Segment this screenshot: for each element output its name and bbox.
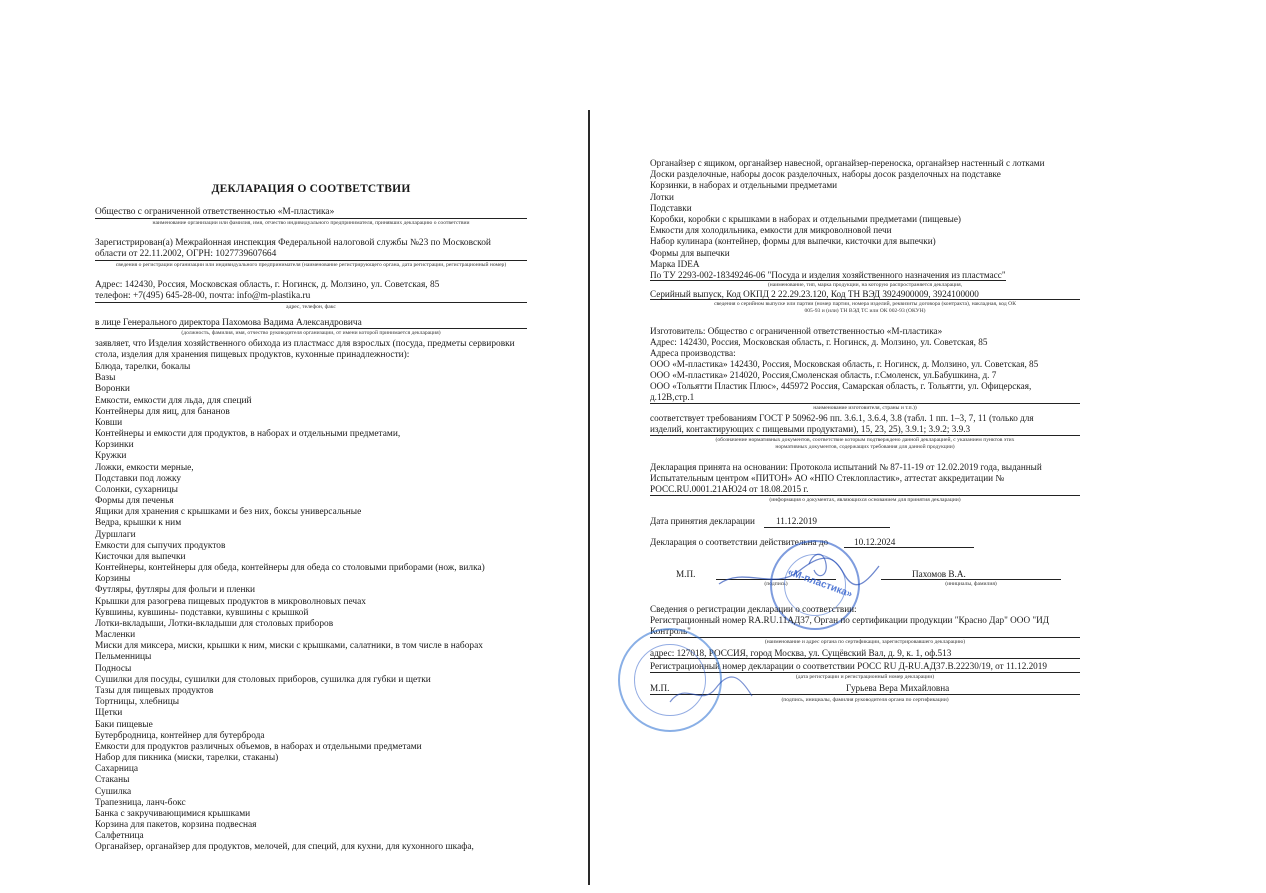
registration-line-1: Зарегистрирован(а) Межрайонная инспекция Федеральной налоговой службы №23 по Московской	[95, 238, 491, 248]
registration-line-2: области от 22.11.2002, ОГРН: 1027739607664	[95, 249, 277, 259]
list-item: Щетки	[95, 708, 123, 719]
list-item: Емкости для сыпучих продуктов	[95, 540, 226, 551]
list-item: Ковши	[95, 417, 123, 428]
product-list-page-2	[650, 158, 1045, 270]
list-item: Контейнеры, контейнеры для обеда, контейнеры для обеда со столовыми приборами (нож, вилка)	[95, 563, 485, 574]
list-item: Ложки, емкости мерные,	[95, 462, 194, 473]
divider	[881, 579, 1061, 580]
list-item: Ведра, крышки к ним	[95, 518, 182, 529]
list-item: Блюда, тарелки, бокалы	[95, 362, 191, 372]
caption-product: (наименование, тип, марка продукции, на которую распространяется декларация,	[767, 282, 963, 288]
divider	[650, 435, 1080, 436]
list-item: Пельменницы	[95, 652, 152, 663]
caption-org: наименование организации или фамилия, имя, отчество индивидуального предпринимателя, принявших декларацию о соответствии	[152, 220, 470, 226]
basis-line-3: РОСС.RU.0001.21АЮ24 от 18.08.2015 г.	[650, 484, 809, 494]
declaration-page-1	[0, 0, 583, 893]
divider	[650, 495, 1080, 496]
divider	[95, 260, 527, 261]
list-item: Стаканы	[95, 775, 130, 786]
list-item: Масленки	[95, 630, 136, 641]
caption-basis: (информация о документах, являющихся основанием для принятия декларации)	[769, 497, 961, 503]
list-item: Ящики для хранения с крышками и без них, боксы универсальные	[95, 507, 362, 518]
list-item: Лотки-вкладыши, Лотки-вкладыши для столовых приборов	[95, 618, 334, 629]
list-item: Кисточки для выпечки	[95, 551, 186, 562]
list-item: Контейнеры и емкости для продуктов, в наборах и отдельными предметами,	[95, 429, 401, 440]
list-item: Тортницы, хлебницы	[95, 697, 180, 708]
claim-line-2: стола, изделия для хранения пищевых продуктов, кухонные принадлежности):	[95, 350, 410, 360]
divider	[650, 299, 1080, 300]
list-item: Солонки, сухарницы	[95, 484, 178, 495]
acceptance-date-value: 11.12.2019	[776, 516, 818, 526]
divider	[95, 328, 527, 329]
manufacturer: Изготовитель: Общество с ограниченной ответственностью «М-пластика»	[650, 326, 943, 336]
declaration-registration-number: Регистрационный номер декларации о соответствии РОСС RU Д-RU.АД37.В.22230/19, от 11.12.2019	[650, 661, 1047, 671]
tu-standard: По ТУ 2293-002-18349246-06 "Посуда и изделия хозяйственного назначения из пластмасс"	[650, 270, 1006, 280]
list-item: Бутербродница, контейнер для бутерброда	[95, 730, 265, 741]
list-item: Дуршлаги	[95, 529, 136, 540]
list-item: Корзина для пакетов, корзина подвесная	[95, 820, 257, 831]
divider	[650, 637, 1080, 638]
list-item: Тазы для пищевых продуктов	[95, 685, 214, 696]
list-item: Органайзер с ящиком, органайзер навесной, органайзер-переноска, органайзер настенный с лотками	[650, 158, 1045, 168]
registration-number-line-2: Контроль"	[650, 626, 691, 636]
list-item: Набор для пикника (миски, тарелки, стаканы)	[95, 753, 279, 764]
list-item: Банка с закручивающимися крышками	[95, 808, 251, 819]
list-item: Баки пищевые	[95, 719, 153, 730]
caption-address: адрес, телефон, факс	[286, 304, 336, 310]
manufacturer-address: Адрес: 142430, Россия, Московская область, г. Ногинск, д. Молзино, ул. Советская, 85	[650, 337, 988, 347]
caption-serial-2: 005-93 и (или) ТН ВЭД ТС или ОК 002-93 (ОКУН)	[804, 308, 926, 314]
divider	[95, 302, 527, 303]
list-item: Миски для миксера, миски, крышки к ним, миски с крышками, салатники, в том числе в наборах	[95, 641, 483, 652]
list-item: Органайзер, органайзер для продуктов, мелочей, для специй, для кухни, для кухонного шкафа,	[95, 842, 474, 853]
list-item: Крышки для разогрева пищевых продуктов в микроволновых печах	[95, 596, 366, 607]
caption-person: (должность, фамилия, имя, отчество руководителя организации, от имени которой принимается декларация)	[181, 330, 441, 336]
list-item: Салфетница	[95, 831, 144, 842]
production-address-1: ООО «М-пластика» 142430, Россия, Московская область, г. Ногинск, д. Молзино, ул. Советская, 85	[650, 359, 1039, 369]
list-item: Сушилки для посуды, сушилки для столовых приборов, сушилка для губки и щетки	[95, 674, 431, 685]
seal-place-label: М.П.	[676, 569, 696, 579]
org-name: Общество с ограниченной ответственностью «М-пластика»	[95, 207, 335, 217]
product-list-page-1	[95, 362, 485, 854]
claim-line-1: заявляет, что Изделия хозяйственного обихода из пластмасс для взрослых (посуда, предметы сервировки	[95, 339, 515, 349]
list-item: Футляры, футляры для фольги и пленки	[95, 585, 256, 596]
production-address-2: ООО «М-пластика» 214020, Россия,Смоленская область, г.Смоленск, ул.Бабушкина, д. 7	[650, 370, 997, 380]
divider	[650, 403, 1080, 404]
acceptance-date-label: Дата принятия декларации	[650, 516, 755, 526]
list-item: Вазы	[95, 373, 116, 384]
basis-line-2: Испытательным центром «ПИТОН» АО «НПО Стеклопластик», аттестат аккредитации №	[650, 473, 1005, 483]
signature-scribble-icon	[666, 672, 756, 712]
caption-official: (подпись, инициалы, фамилия руководителя органа по сертификации)	[781, 697, 949, 703]
list-item: Формы для печенья	[95, 496, 174, 507]
list-item: Сахарница	[95, 764, 139, 775]
list-item: Емкости для продуктов различных объемов, в наборах и отдельными предметами	[95, 741, 422, 752]
caption-gost-1: (обозначение нормативных документов, соответствие которым подтверждено данной декларацией, с указанием пунктов этих	[715, 437, 1015, 443]
gost-line-2: изделий, контактирующих с пищевыми продуктами), 15, 23, 25), 3.9.1; 3.9.2; 3.9.3	[650, 424, 971, 434]
document-title: ДЕКЛАРАЦИЯ О СООТВЕТСТВИИ	[211, 183, 411, 195]
list-item: Марка IDEA	[650, 258, 700, 269]
caption-signature: (подпись)	[764, 581, 788, 587]
divider	[95, 218, 527, 219]
caption-manufacturer: наименование изготовителя, страны и т.п.))	[813, 405, 917, 411]
list-item: Формы для выпечки	[650, 247, 730, 258]
seal-text: «М-пластика»	[786, 566, 854, 601]
list-item: Подставки	[650, 202, 692, 213]
registration-info-title: Сведения о регистрации декларации о соответствии:	[650, 604, 857, 614]
registration-body-address: адрес: 127018, РОССИЯ, город Москва, ул. Сущёвский Вал, д. 9, к. 1, оф.513	[650, 648, 952, 658]
list-item: Воронки	[95, 384, 130, 395]
list-item: Емкости, емкости для льда, для специй	[95, 395, 252, 406]
caption-serial-1: сведения о серийном выпуске или партии (номер партии, номера изделий, реквизиты договора (контракта), накладная, код ОК	[714, 301, 1016, 307]
valid-until-label: Декларация о соответствии действительна до	[650, 537, 829, 547]
list-item: Контейнеры для яиц, для бананов	[95, 406, 230, 417]
serial-output: Серийный выпуск, Код ОКПД 2 22.29.23.120, Код ТН ВЭД 3924900009, 3924100000	[650, 289, 979, 299]
signature-scribble-icon	[714, 546, 884, 596]
list-item: Набор кулинара (контейнер, формы для выпечки, кисточки для выпечки)	[650, 236, 936, 247]
list-item: Корзины	[95, 574, 131, 585]
list-item: Корзинки, в наборах и отдельными предметами	[650, 180, 838, 191]
page-separator	[588, 110, 590, 885]
production-address-3: ООО «Тольятти Пластик Плюс», 445972 Россия, Самарская область, г. Тольятти, ул. Офицерская,	[650, 381, 1032, 391]
basis-line-1: Декларация принята на основании: Протокола испытаний № 87-11-19 от 12.02.2019 года, выданный	[650, 462, 1042, 472]
declaration-page-2	[596, 0, 1266, 893]
company-address: Адрес: 142430, Россия, Московская область, г. Ногинск, д. Молзино, ул. Советская, 85	[95, 280, 440, 290]
production-addresses-title: Адреса производства:	[650, 348, 736, 358]
registration-number-line-1: Регистрационный номер RA.RU.11АД37, Орган по сертификации продукции "Красно Дар" ООО "ИД	[650, 615, 1050, 625]
caption-gost-2: нормативных документов, содержащих требования для данной продукции)	[775, 444, 955, 450]
caption-registration-body: (наименование и адрес органа по сертификации, зарегистрировавшего декларацию)	[764, 639, 966, 645]
list-item: Кувшины, кувшины- подставки, кувшины с крышкой	[95, 607, 309, 618]
list-item: Сушилка	[95, 786, 132, 797]
valid-until-value: 10.12.2024	[854, 537, 896, 547]
list-item: Подносы	[95, 663, 132, 674]
list-item: Лотки	[650, 191, 674, 202]
caption-initials: (инициалы, фамилия)	[945, 581, 997, 587]
caption-registration-date: (дата регистрации и регистрационный номер декларации)	[795, 674, 935, 680]
list-item: Трапезница, ланч-бокс	[95, 797, 186, 808]
caption-registration: сведения о регистрации организации или индивидуального предпринимателя (наименование регистрирующего органа, дата регистрации, регистрационный номер)	[115, 262, 507, 268]
person-line: в лице Генерального директора Пахомова Вадима Александровича	[95, 318, 362, 328]
gost-line-1: соответствует требованиям ГОСТ Р 50962-96 пп. 3.6.1, 3.6.4, 3.8 (табл. 1 пп. 1–3, 7, 11 (только для	[650, 413, 1034, 423]
signer-name: Пахомов В.А.	[912, 569, 966, 579]
list-item: Емкости для холодильника, емкости для микроволновой печи	[650, 225, 892, 236]
company-phone: телефон: +7(495) 645-28-00, почта: info@m-plastika.ru	[95, 291, 311, 301]
certification-official: Гурьева Вера Михайловна	[846, 683, 950, 693]
list-item: Коробки, коробки с крышками в наборах и отдельными предметами (пищевые)	[650, 214, 961, 225]
production-address-3-cont: д.12В,стр.1	[650, 392, 695, 402]
seal-place-label-2: М.П.	[650, 683, 670, 693]
list-item: Доски разделочные, наборы досок разделочных, наборы досок разделочных на подставке	[650, 169, 1001, 180]
list-item: Корзинки	[95, 440, 134, 451]
list-item: Подставки под ложку	[95, 473, 182, 484]
divider	[764, 527, 890, 528]
list-item: Кружки	[95, 451, 127, 462]
